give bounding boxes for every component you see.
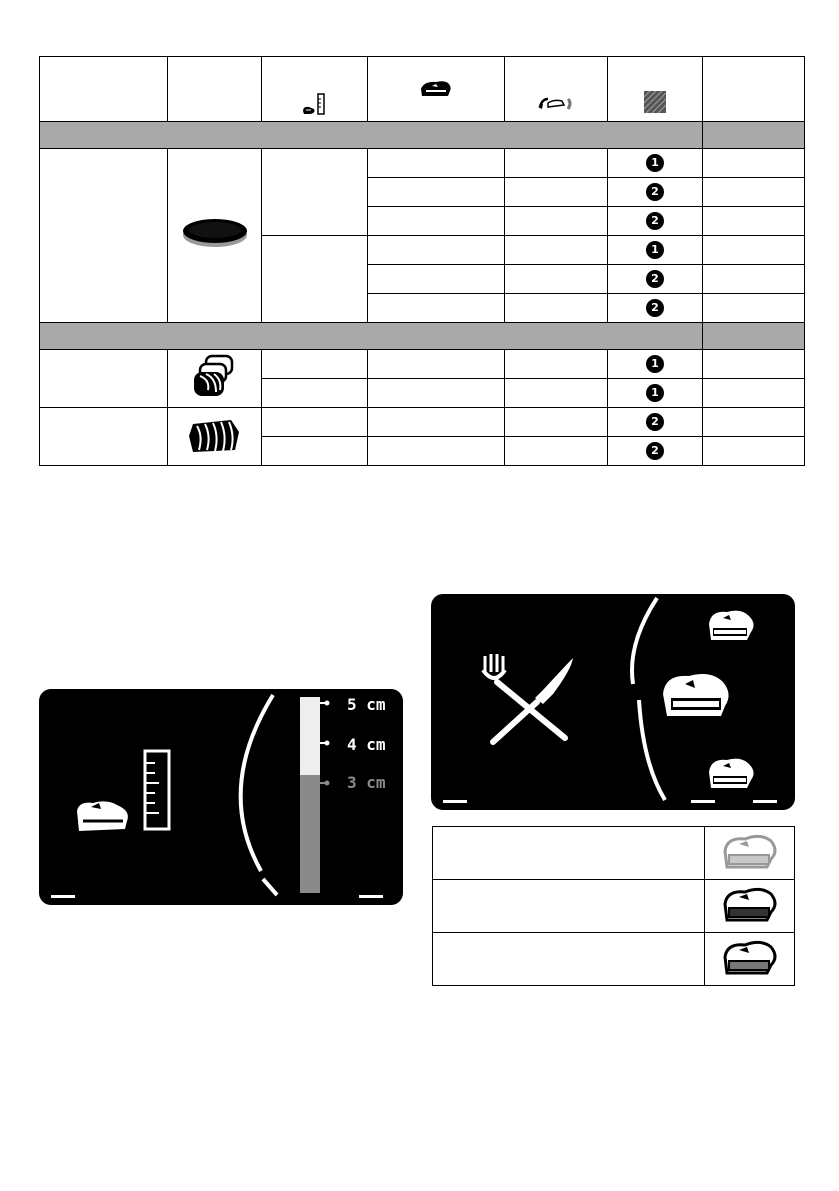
section-band-extra <box>703 323 805 350</box>
table-cell <box>703 265 805 294</box>
steak-plate-icon <box>181 217 249 251</box>
header-cell-food <box>40 57 168 122</box>
steak-rare-icon <box>721 831 779 871</box>
section-band-extra <box>703 122 805 149</box>
header-cell-doneness <box>368 57 505 122</box>
fish-fillet-icon <box>187 414 243 456</box>
doneness-display-graphics <box>431 594 795 810</box>
doneness-icon-cell <box>705 880 795 933</box>
steak-rare-icon <box>709 611 754 640</box>
doneness-display <box>431 594 795 810</box>
section-band-title <box>40 122 703 149</box>
thickness-display <box>39 689 403 905</box>
table-cell <box>368 207 505 236</box>
level-cell <box>608 149 703 178</box>
table-row <box>40 350 805 379</box>
section-band-title <box>40 323 703 350</box>
table-cell <box>505 294 608 323</box>
table-cell <box>505 408 608 437</box>
steak-medium-icon <box>663 674 729 716</box>
table-cell <box>262 437 368 466</box>
level-cell <box>608 236 703 265</box>
doneness-icon-cell <box>705 933 795 986</box>
table-cell <box>505 265 608 294</box>
level-badge: 2 <box>646 212 664 230</box>
thickness-display-graphics <box>39 689 403 905</box>
level-cell <box>608 265 703 294</box>
doneness-row <box>433 933 795 986</box>
doneness-row <box>433 880 795 933</box>
thickness-cell <box>262 149 368 236</box>
fish-steaks-icon <box>190 354 240 400</box>
meat-cut-icon <box>418 77 454 103</box>
table-header-row <box>40 57 805 122</box>
level-badge: 1 <box>646 241 664 259</box>
table-cell <box>262 408 368 437</box>
steak-medium-icon <box>721 884 779 924</box>
section-band-1 <box>40 122 805 149</box>
level-cell <box>608 408 703 437</box>
table-cell <box>505 178 608 207</box>
level-badge: 2 <box>646 442 664 460</box>
level-badge: 2 <box>646 270 664 288</box>
food-name-cell <box>40 408 168 466</box>
steak-welldone-icon <box>709 759 754 788</box>
level-cell <box>608 350 703 379</box>
level-badge: 1 <box>646 355 664 373</box>
table-cell <box>368 149 505 178</box>
table-cell <box>368 379 505 408</box>
table-cell <box>368 350 505 379</box>
table-cell <box>368 294 505 323</box>
table-cell <box>703 149 805 178</box>
doneness-row <box>433 827 795 880</box>
table-row <box>40 149 805 178</box>
table-cell <box>368 437 505 466</box>
scale-label-3cm: 3 cm <box>347 773 386 792</box>
fork-icon <box>483 654 565 738</box>
doneness-text-cell <box>433 827 705 880</box>
level-cell <box>608 178 703 207</box>
cooking-table <box>39 56 805 466</box>
level-cell <box>608 294 703 323</box>
scale-label-5cm: 5 cm <box>347 695 386 714</box>
table-cell <box>703 178 805 207</box>
table-cell <box>505 236 608 265</box>
header-cell-turn <box>505 57 608 122</box>
table-cell <box>262 350 368 379</box>
steak-welldone-icon <box>721 937 779 977</box>
grill-pattern-icon <box>644 91 666 113</box>
table-cell <box>505 207 608 236</box>
table-cell <box>703 350 805 379</box>
doneness-text-cell <box>433 933 705 986</box>
table-cell <box>262 379 368 408</box>
table-cell <box>368 265 505 294</box>
table-cell <box>505 437 608 466</box>
level-badge: 2 <box>646 413 664 431</box>
food-name-cell <box>40 350 168 408</box>
turn-icon <box>536 93 576 117</box>
thickness-cell <box>262 236 368 323</box>
table-cell <box>505 350 608 379</box>
table-cell <box>703 379 805 408</box>
steak-thickness-icon <box>77 751 169 831</box>
header-cell-thickness <box>262 57 368 122</box>
header-cell-extra <box>703 57 805 122</box>
level-badge: 1 <box>646 154 664 172</box>
level-badge: 2 <box>646 299 664 317</box>
level-badge: 2 <box>646 183 664 201</box>
table-cell <box>505 149 608 178</box>
food-picture-cell <box>168 350 262 408</box>
section-band-2 <box>40 323 805 350</box>
table-row <box>40 408 805 437</box>
food-name-cell <box>40 149 168 323</box>
food-picture-cell <box>168 408 262 466</box>
thickness-icon <box>300 91 330 117</box>
header-cell-picture <box>168 57 262 122</box>
table-cell <box>703 236 805 265</box>
table-cell <box>505 379 608 408</box>
scale-label-4cm: 4 cm <box>347 735 386 754</box>
level-cell <box>608 437 703 466</box>
table-cell <box>703 207 805 236</box>
doneness-table <box>432 826 795 986</box>
food-picture-cell <box>168 149 262 323</box>
table-cell <box>703 408 805 437</box>
table-cell <box>368 236 505 265</box>
thickness-bar-fill <box>300 775 320 893</box>
table-cell <box>368 408 505 437</box>
level-cell <box>608 207 703 236</box>
doneness-icon-cell <box>705 827 795 880</box>
doneness-text-cell <box>433 880 705 933</box>
level-cell <box>608 379 703 408</box>
level-badge: 1 <box>646 384 664 402</box>
table-cell <box>703 294 805 323</box>
header-cell-grill <box>608 57 703 122</box>
table-cell <box>703 437 805 466</box>
table-cell <box>368 178 505 207</box>
